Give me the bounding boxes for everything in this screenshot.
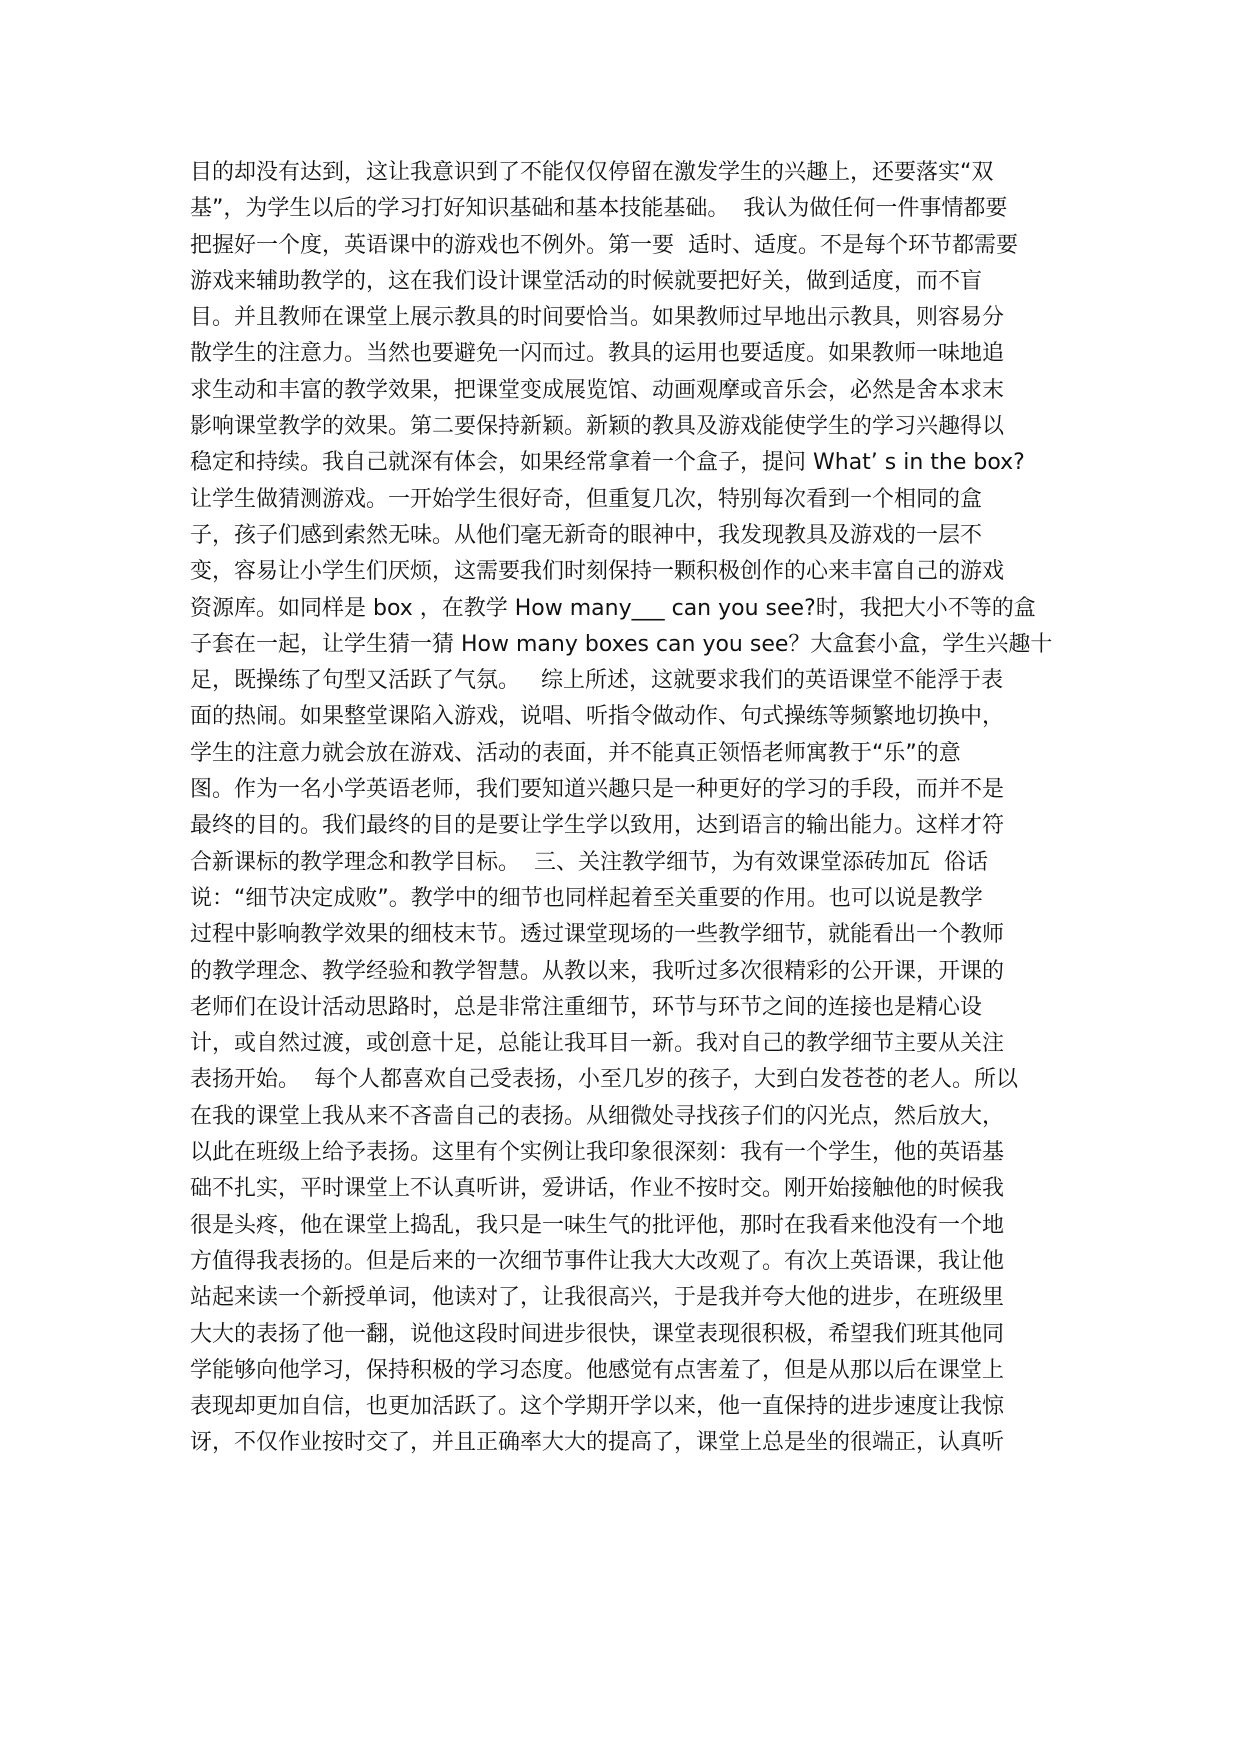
- text-line: 把握好一个度，英语课中的游戏也不例外。第一要 适时、适度。不是每个环节都需要: [190, 232, 1018, 258]
- text-line: 计，或自然过渡，或创意十足，总能让我耳目一新。我对自己的教学细节主要从关注: [190, 1031, 1005, 1057]
- text-line: 子，孩子们感到索然无味。从他们毫无新奇的眼神中，我发现教具及游戏的一层不: [190, 522, 983, 548]
- text-line: 学能够向他学习，保持积极的学习态度。他感觉有点害羞了，但是从那以后在课堂上: [190, 1357, 1005, 1383]
- text-line: 在我的课堂上我从来不吝啬自己的表扬。从细微处寻找孩子们的闪光点，然后放大，: [190, 1103, 1005, 1129]
- text-line: 大大的表扬了他一翻，说他这段时间进步很快，课堂表现很积极，希望我们班其他同: [190, 1321, 1005, 1347]
- text-line: 说：“细节决定成败”。教学中的细节也同样起着至关重要的作用。也可以说是教学: [190, 885, 983, 911]
- body-text: [190, 155, 1070, 1462]
- text-line: 子套在一起，让学生猜一猜 How many boxes can you see？大盒套小盒，学生兴趣十: [190, 631, 1053, 657]
- text-line: 以此在班级上给予表扬。这里有个实例让我印象很深刻：我有一个学生，他的英语基: [190, 1140, 1005, 1166]
- text-line: 基”，为学生以后的学习打好知识基础和基本技能基础。 我认为做任何一件事情都要: [190, 196, 1008, 222]
- text-line: 目的却没有达到，这让我意识到了不能仅仅停留在激发学生的兴趣上，还要落实“双: [190, 160, 994, 185]
- text-line: 让学生做猜测游戏。一开始学生很好奇，但重复几次，特别每次看到一个相同的盒: [190, 486, 983, 512]
- text-line: 站起来读一个新授单词，他读对了，让我很高兴，于是我并夸大他的进步，在班级里: [190, 1285, 1005, 1311]
- text-line: 稳定和持续。我自己就深有体会，如果经常拿着一个盒子，提问 What’ s in the box?: [190, 450, 1025, 476]
- text-line: 表扬开始。 每个人都喜欢自己受表扬，小至几岁的孩子，大到白发苍苍的老人。所以: [190, 1067, 1018, 1093]
- text-line: 讶，不仅作业按时交了，并且正确率大大的提高了，课堂上总是坐的很端正，认真听: [190, 1430, 1005, 1456]
- text-line: 过程中影响教学效果的细枝末节。透过课堂现场的一些教学细节，就能看出一个教师: [190, 922, 1005, 948]
- text-line: 老师们在设计活动思路时，总是非常注重细节，环节与环节之间的连接也是精心设: [190, 994, 983, 1020]
- text-line: 表现却更加自信，也更加活跃了。这个学期开学以来，他一直保持的进步速度让我惊: [190, 1394, 1005, 1420]
- text-line: 方值得我表扬的。但是后来的一次细节事件让我大大改观了。有次上英语课，我让他: [190, 1248, 1005, 1274]
- text-line: 面的热闹。如果整堂课陷入游戏，说唱、听指令做动作、句式操练等频繁地切换中，: [190, 704, 1005, 730]
- text-line: 散学生的注意力。当然也要避免一闪而过。教具的运用也要适度。如果教师一味地追: [190, 341, 1005, 367]
- text-line: 目。并且教师在课堂上展示教具的时间要恰当。如果教师过早地出示教具，则容易分: [190, 305, 1005, 331]
- text-line: 很是头疼，他在课堂上捣乱，我只是一味生气的批评他，那时在我看来他没有一个地: [190, 1212, 1005, 1238]
- text-line: 求生动和丰富的教学效果，把课堂变成展览馆、动画观摩或音乐会，必然是舍本求末: [190, 377, 1005, 403]
- text-line: 学生的注意力就会放在游戏、活动的表面，并不能真正领悟老师寓教于“乐”的意: [190, 740, 961, 766]
- text-line: 础不扎实，平时课堂上不认真听讲，爱讲话，作业不按时交。刚开始接触他的时候我: [190, 1176, 1005, 1202]
- text-line: 游戏来辅助教学的，这在我们设计课堂活动的时候就要把好关，做到适度，而不盲: [190, 268, 983, 294]
- text-line: 资源库。如同样是 box ，在教学 How many___ can you see?时，我把大小不等的盒: [190, 595, 1036, 621]
- text-line: 影响课堂教学的效果。第二要保持新颖。新颖的教具及游戏能使学生的学习兴趣得以: [190, 414, 1005, 440]
- text-line: 图。作为一名小学英语老师，我们要知道兴趣只是一种更好的学习的手段，而并不是: [190, 777, 1005, 803]
- text-line: 足，既操练了句型又活跃了气氛。 综上所述，这就要求我们的英语课堂不能浮于表: [190, 668, 1003, 694]
- text-line: 最终的目的。我们最终的目的是要让学生学以致用，达到语言的输出能力。这样才符: [190, 813, 1005, 839]
- text-line: 变，容易让小学生们厌烦，这需要我们时刻保持一颗积极创作的心来丰富自己的游戏: [190, 559, 1005, 585]
- text-line: 的教学理念、教学经验和教学智慧。从教以来，我听过多次很精彩的公开课，开课的: [190, 958, 1005, 984]
- text-line: 合新课标的教学理念和教学目标。 三、关注教学细节，为有效课堂添砖加瓦 俗话: [190, 849, 988, 875]
